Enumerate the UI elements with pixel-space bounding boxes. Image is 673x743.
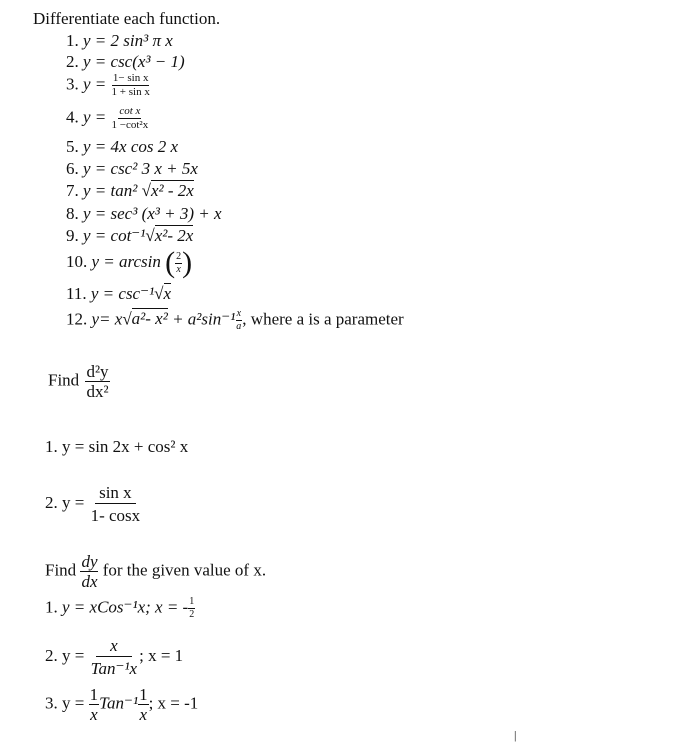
- s3-item-1: [45, 597, 195, 620]
- item-lhs: y =: [62, 492, 85, 512]
- item-number: 9.: [66, 226, 79, 245]
- fraction-numerator: 1− sin x: [112, 72, 149, 84]
- item-number: 8.: [66, 204, 79, 223]
- item-expression: y = sin 2x + cos² x: [62, 437, 189, 456]
- item-8: [66, 204, 222, 224]
- item-number: 7.: [66, 181, 79, 200]
- item-lhs: y = tan²: [83, 181, 138, 200]
- fraction-numerator: x: [96, 637, 132, 657]
- s3-item-3: [45, 686, 198, 723]
- item-expression: y = csc(x³ − 1): [83, 52, 185, 71]
- fraction-numerator: 1: [89, 685, 99, 704]
- find-label: Find: [45, 560, 77, 580]
- fraction-denominator: 1 −cot²x: [111, 119, 149, 131]
- item-number: 12.: [66, 309, 88, 329]
- fraction-numerator: cot x: [119, 105, 141, 117]
- fraction-denominator: x: [90, 705, 98, 724]
- item-mid: + a²sin⁻¹: [172, 309, 236, 329]
- s2-item-2: [45, 484, 142, 524]
- fraction-denominator: x: [139, 705, 148, 724]
- item-number: 11.: [66, 284, 87, 303]
- item-number: 2.: [45, 645, 58, 665]
- item-11: [66, 284, 171, 304]
- fraction-numerator: sin x: [95, 484, 136, 504]
- item-tail: ; x = 1: [139, 645, 184, 665]
- fraction: [188, 597, 195, 620]
- item-expression: y = 4x cos 2 x: [83, 137, 179, 156]
- fraction: [138, 686, 149, 723]
- item-10: 10. y = arcsin ( $\frac{2}{x}$ ): [66, 246, 193, 279]
- fraction-numerator: 1: [189, 596, 195, 607]
- item-9: [66, 226, 193, 246]
- item-tail: , where a is a parameter: [242, 309, 404, 329]
- item-lhs: y =: [62, 645, 85, 665]
- section-heading: Differentiate each function.: [33, 9, 221, 28]
- s2-item-1: [45, 437, 188, 457]
- radicand: a²- x²: [131, 309, 168, 329]
- find-second-derivative: [48, 363, 110, 400]
- item-lhs: y = xCos⁻¹x; x = -: [62, 597, 189, 617]
- item-number: 4.: [66, 107, 79, 127]
- item-number: 6.: [66, 159, 79, 178]
- item-expression: y = 2 sin³ π x: [83, 31, 173, 50]
- item-5: [66, 137, 178, 157]
- derivative-fraction: [80, 553, 98, 590]
- fraction-denominator: 2: [189, 609, 195, 620]
- item-lhs: y = arcsin: [91, 251, 161, 271]
- item-number: 3.: [45, 693, 58, 713]
- item-7: 7. y = tan² √x² - 2x: [66, 181, 194, 200]
- item-lhs: y =: [62, 693, 85, 713]
- item-number: 2.: [45, 492, 58, 512]
- item-mid: Tan⁻¹: [99, 693, 139, 713]
- item-lhs: y = csc⁻¹√: [90, 284, 164, 303]
- radicand: x² - 2x: [150, 181, 194, 200]
- fraction-denominator: x: [176, 263, 181, 275]
- item-lhs: y = cot⁻¹√: [83, 226, 155, 245]
- item-12: [66, 309, 404, 332]
- item-number: 2.: [66, 52, 79, 71]
- fraction-numerator: x: [236, 308, 242, 319]
- item-1: [66, 31, 173, 51]
- fraction-denominator: Tan⁻¹x: [90, 659, 138, 678]
- radicand: x: [163, 284, 172, 303]
- item-expression: y = csc² 3 x + 5x: [83, 159, 198, 178]
- radicand: x²- 2x: [154, 226, 194, 245]
- s3-item-2: [45, 637, 183, 677]
- item-number: 10.: [66, 251, 88, 271]
- find-tail: for the given value of x.: [102, 560, 267, 580]
- item-2: [66, 52, 185, 72]
- item-expression: y = sec³ (x³ + 3) + x: [83, 204, 222, 223]
- fraction-numerator: d²y: [86, 362, 109, 381]
- item-number: 1.: [45, 597, 58, 617]
- find-label: Find: [48, 370, 80, 390]
- item-lhs: y =: [83, 107, 107, 127]
- item-number: 3.: [66, 74, 79, 94]
- fraction: [89, 686, 100, 723]
- fraction-numerator: 2: [176, 250, 182, 262]
- fraction: [111, 73, 151, 98]
- fraction-denominator: dx²: [86, 382, 109, 401]
- item-number: 5.: [66, 137, 79, 156]
- fraction-numerator: dy: [81, 552, 98, 571]
- fraction-denominator: dx: [81, 572, 98, 591]
- page-mark: |: [514, 728, 517, 742]
- fraction-numerator: 1: [139, 685, 148, 704]
- item-number: 1.: [66, 31, 79, 50]
- fraction-denominator: 1 + sin x: [111, 86, 150, 98]
- fraction: [111, 106, 150, 131]
- fraction-denominator: a: [236, 321, 242, 332]
- item-lhs: y =: [83, 74, 107, 94]
- item-6: [66, 159, 198, 179]
- fraction: [89, 637, 140, 677]
- item-4: [66, 106, 149, 131]
- find-first-derivative: [45, 553, 266, 590]
- item-lhs: y= x√: [91, 309, 132, 329]
- item-number: 1.: [45, 437, 58, 456]
- derivative-fraction: [85, 363, 109, 400]
- item-3: [66, 73, 151, 98]
- fraction-denominator: 1- cosx: [90, 506, 141, 525]
- fraction: [89, 484, 143, 524]
- item-tail: ; x = -1: [148, 693, 199, 713]
